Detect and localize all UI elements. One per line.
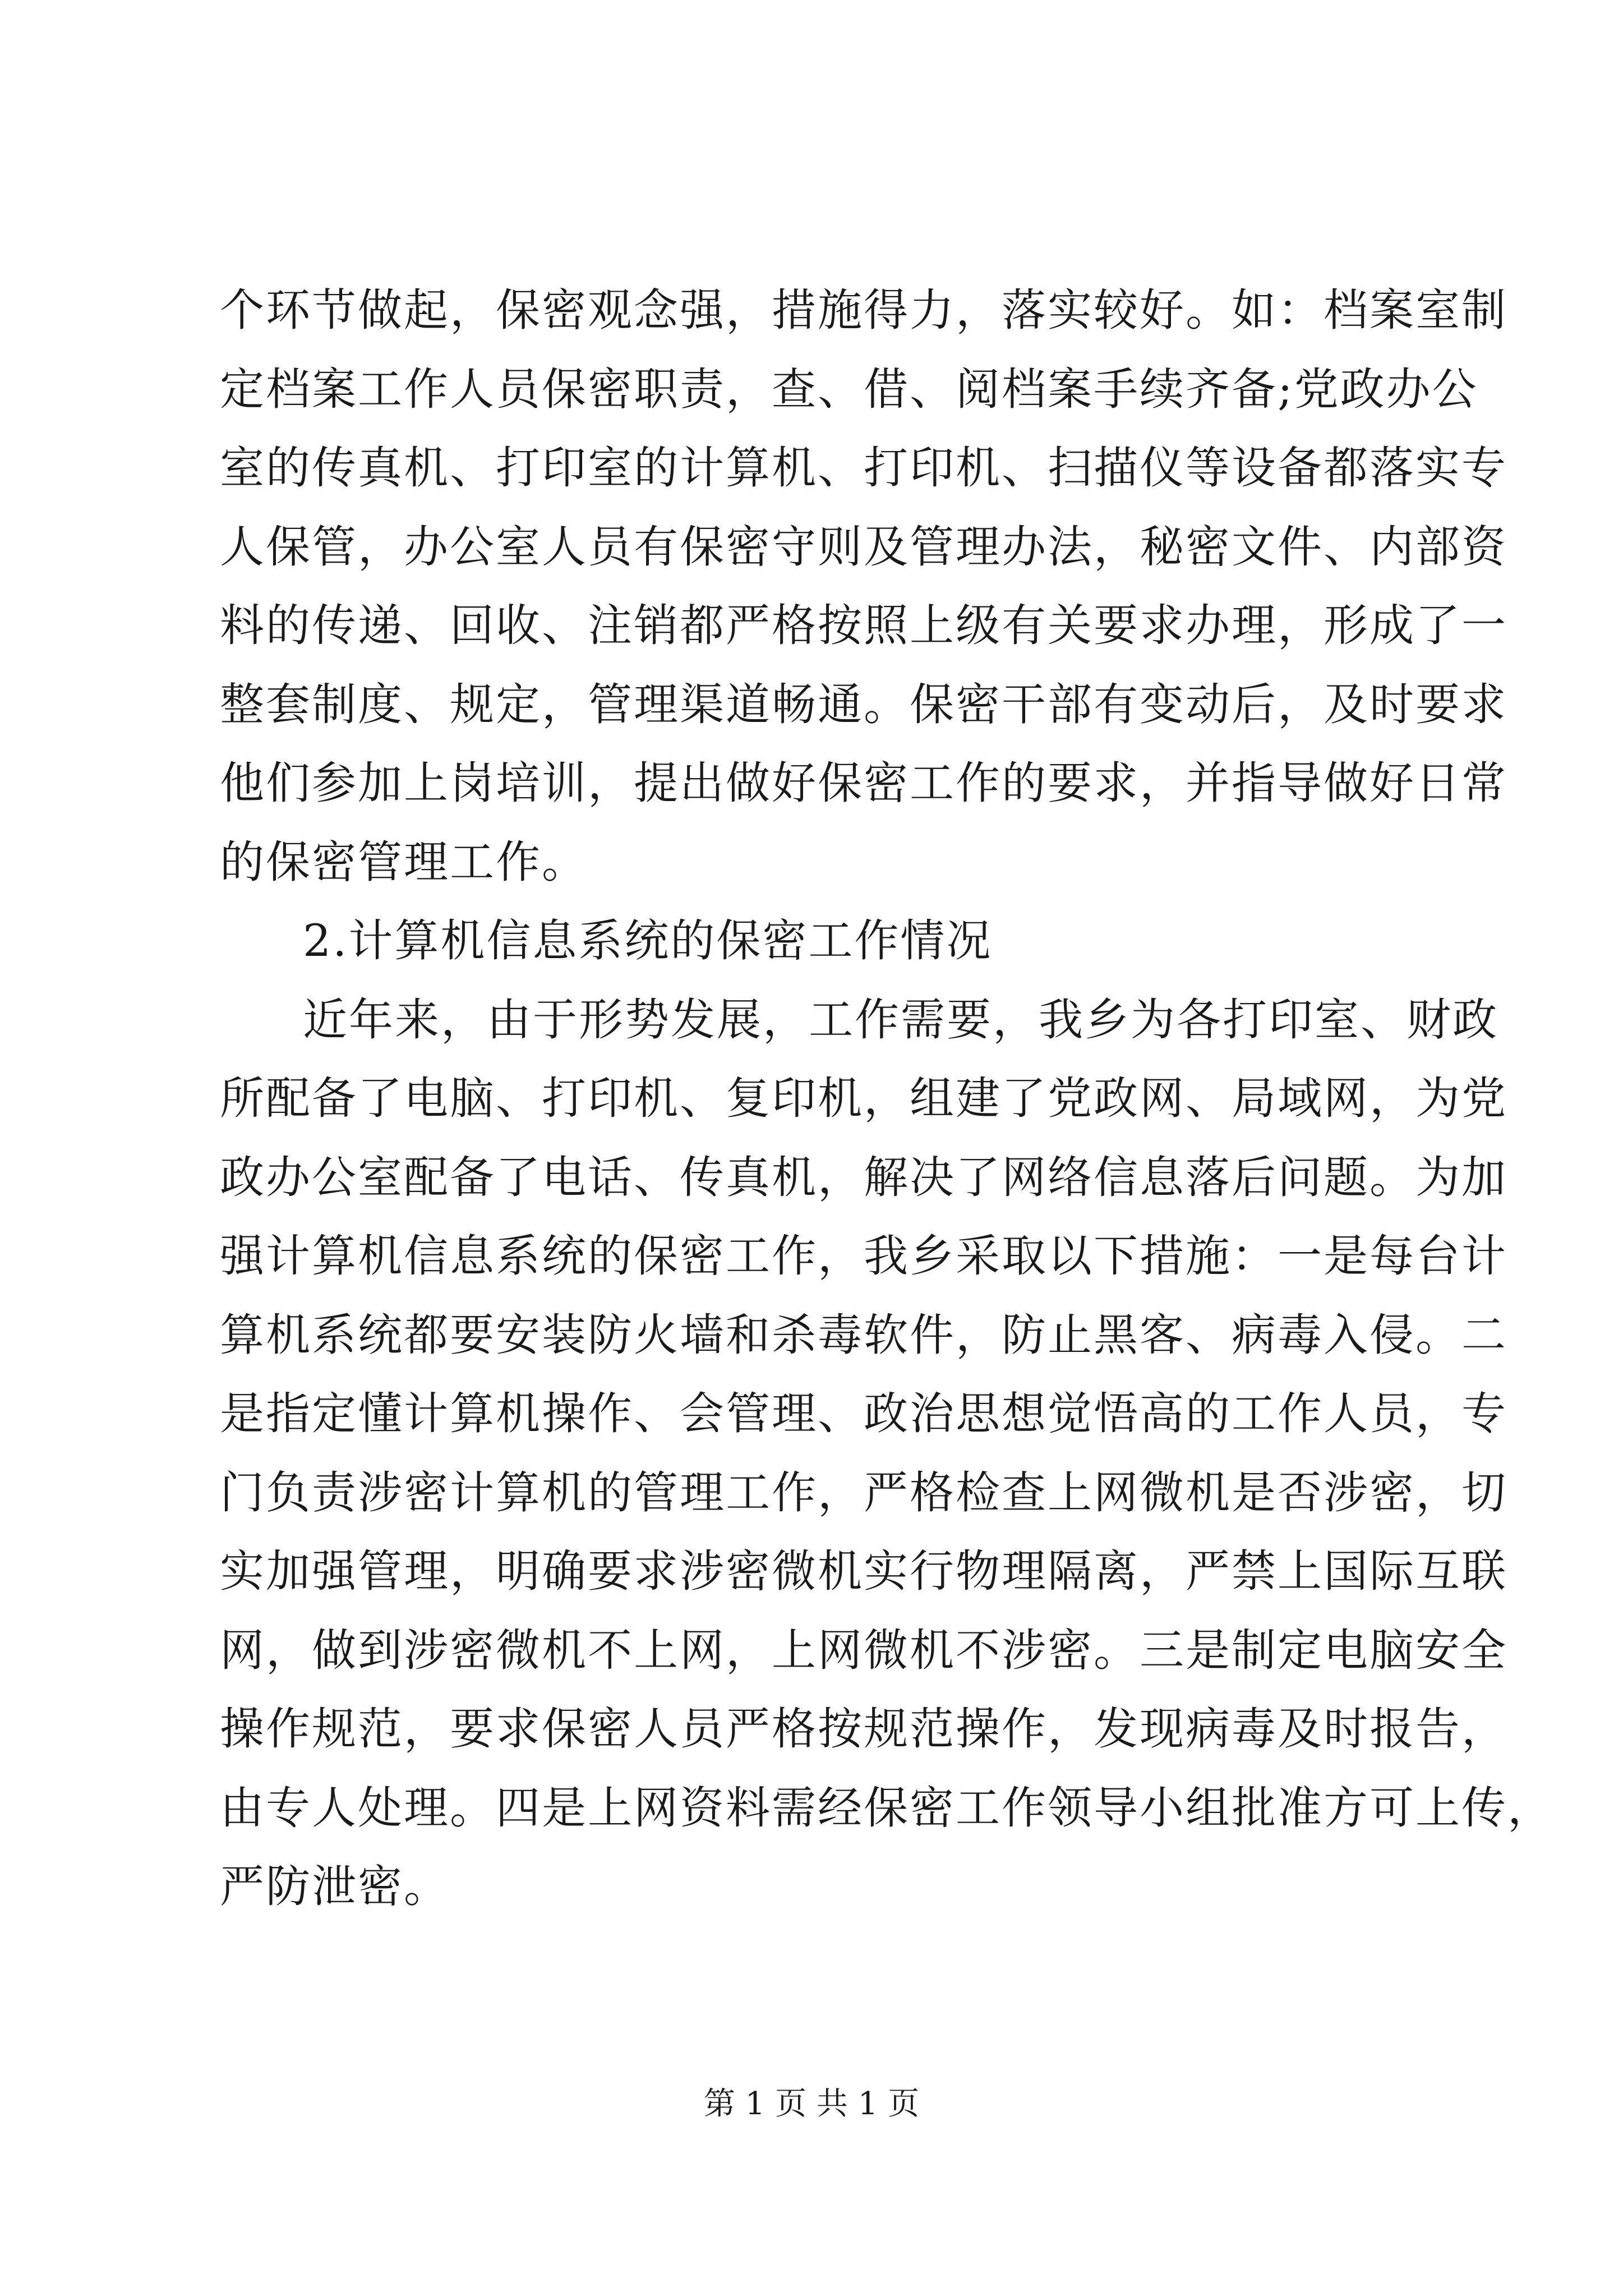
text-line: 算机系统都要安装防火墙和杀毒软件，防止黑客、病毒入侵。二 bbox=[220, 1309, 1507, 1361]
text-line: 强计算机信息系统的保密工作，我乡采取以下措施：一是每台计 bbox=[220, 1230, 1507, 1282]
text-line: 整套制度、规定，管理渠道畅通。保密干部有变动后，及时要求 bbox=[220, 679, 1507, 730]
text-line: 由专人处理。四是上网资料需经保密工作领导小组批准方可上传， bbox=[220, 1782, 1553, 1834]
text-line: 所配备了电脑、打印机、复印机，组建了党政网、局域网，为党 bbox=[220, 1073, 1507, 1124]
text-line: 政办公室配备了电话、传真机，解决了网络信息落后问题。为加 bbox=[220, 1152, 1507, 1203]
text-line: 严防泄密。 bbox=[220, 1861, 450, 1912]
text-line: 操作规范，要求保密人员严格按规范操作，发现病毒及时报告， bbox=[220, 1703, 1507, 1755]
text-line: 个环节做起，保密观念强，措施得力，落实较好。如：档案室制 bbox=[220, 284, 1507, 336]
text-line: 门负责涉密计算机的管理工作，严格检查上网微机是否涉密，切 bbox=[220, 1467, 1507, 1519]
text-line: 室的传真机、打印室的计算机、打印机、扫描仪等设备都落实专 bbox=[220, 442, 1507, 494]
text-line: 他们参加上岗培训，提出做好保密工作的要求，并指导做好日常 bbox=[220, 757, 1507, 809]
text-line: 是指定懂计算机操作、会管理、政治思想觉悟高的工作人员，专 bbox=[220, 1388, 1507, 1439]
section-heading: 2.计算机信息系统的保密工作情况 bbox=[303, 915, 993, 967]
text-line: 的保密管理工作。 bbox=[220, 836, 588, 888]
text-line: 人保管，办公室人员有保密守则及管理办法，秘密文件、内部资 bbox=[220, 521, 1507, 573]
text-line: 实加强管理，明确要求涉密微机实行物理隔离，严禁上国际互联 bbox=[220, 1545, 1507, 1597]
text-line: 定档案工作人员保密职责，查、借、阅档案手续齐备;党政办公 bbox=[220, 364, 1478, 415]
text-line: 网，做到涉密微机不上网，上网微机不涉密。三是制定电脑安全 bbox=[220, 1625, 1507, 1676]
text-line: 料的传递、回收、注销都严格按照上级有关要求办理，形成了一 bbox=[220, 600, 1507, 651]
text-line: 近年来，由于形势发展，工作需要，我乡为各打印室、财政 bbox=[303, 994, 1498, 1046]
page-footer: 第 1 页 共 1 页 bbox=[703, 2086, 920, 2122]
